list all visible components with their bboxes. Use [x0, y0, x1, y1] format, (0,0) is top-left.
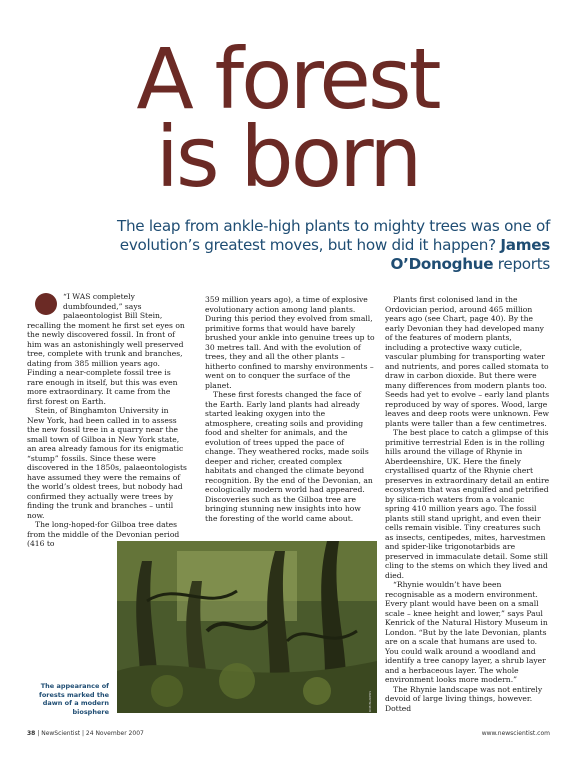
column-3-paragraph-3: “Rhynie wouldn’t have been recognisable as a modern environment. Every plant would have been on a small scale – knee height and lower,” says Paul Kenrick of the Natural History Museum in London. “But by the late Devonian, plants are on a scale that humans are used to. You could walk around a woodland and identify a tree canopy layer, a shrub layer and a herbaceous layer. The whole environment looks more modern.”	[385, 580, 548, 684]
byline-suffix: reports	[497, 255, 550, 273]
article-column-1	[27, 292, 187, 549]
column-1-paragraph-1-text: “I WAS completely dumbfounded,” says palaeontologist Bill Stein, recalling the moment he first set eyes on the newly discovered fossil. In front of him was an astonishingly well preserved tree, complete with trunk and branches, dating from 385 million years ago. Finding a near-complete fossil tree is rare enough in itself, but this was even more extraordinary. It came from the first forest on Earth.	[27, 292, 185, 406]
column-1-paragraph-1	[27, 292, 187, 406]
article-column-3	[385, 295, 550, 713]
forest-photo	[117, 541, 377, 713]
headline-line-1: A forest	[136, 30, 439, 128]
column-3-paragraph-1: Plants first colonised land in the Ordovician period, around 465 million years ago (see Chart, page 40). By the early Devonian they had developed many of the features of modern plants, including a protective waxy cuticle, vascular plumbing for transporting water and nutrients, and pores called stomata to draw in carbon dioxide. But there were many differences from modern plants too. Seeds had yet to evolve – early land plants reproduced by way of spores. Wood, large leaves and deep roots were unknown. Few plants were taller than a few centimetres.	[385, 295, 550, 428]
article-column-2	[205, 295, 375, 523]
footer-publication: | NewScientist | 24 November 2007	[37, 730, 144, 737]
photo-credit: ROB BLAKERS	[368, 690, 372, 712]
column-2-paragraph-1: 359 million years ago), a time of explosive evolutionary action among land plants. During this period they evolved from small, primitive forms that would have barely brushed your ankle into genuine trees up to 30 metres tall. And with the evolution of trees, they and all the other plants – hitherto confined to marshy environments – went on to conquer the surface of the planet.	[205, 295, 375, 390]
column-2-paragraph-2: These first forests changed the face of the Earth. Early land plants had already started leaking oxygen into the atmosphere, creating soils and providing food and shelter for animals, and the evolution of trees upped the pace of change. They weathered rocks, made soils deeper and richer, created complex habitats and changed the climate beyond recognition. By the end of the Devonian, an ecologically modern world had appeared. Discoveries such as the Gilboa tree are bringing stunning new insights into how the foresting of the world came about.	[205, 390, 373, 523]
dropcap-dot	[35, 293, 57, 315]
column-3-paragraph-2: The best place to catch a glimpse of this primitive terrestrial Eden is in the rolling hills around the village of Rhynie in Aberdeenshire, UK. Here the finely crystallised quartz of the Rhynie chert preserves in extraordinary detail an entire ecosystem that was engulfed and petrified by silica-rich waters from a volcanic spring 410 million years ago. The fossil plants still stand upright, and even their cells remain visible. Tiny creatures such as insects, centipedes, mites, harvestmen and spider-like trigonotarbids are preserved in immaculate detail. Some still cling to the stems on which they lived and died.	[385, 428, 550, 580]
page-number: 38	[27, 730, 36, 737]
column-3-paragraph-4: The Rhynie landscape was not entirely devoid of large living things, however. Dotted	[385, 684, 543, 713]
photo-caption: The appearance of forests marked the dawn of a modern biosphere	[39, 682, 109, 716]
standfirst	[60, 217, 550, 274]
footer-left	[27, 730, 144, 737]
footer-website: www.newscientist.com	[481, 730, 550, 737]
byline-author: James O’Donoghue	[390, 236, 550, 273]
standfirst-text: The leap from ankle-high plants to mighty trees was one of evolution’s greatest moves, but how did it happen?	[117, 217, 550, 254]
headline-line-2: is born	[155, 108, 420, 206]
column-1-paragraph-2: Stein, of Binghamton University in New York, had been called in to assess the new fossil tree in a quarry near the small town of Gilboa in New York state, an area already famous for its enigmatic “stump” fossils. Since these were discovered in the 1850s, palaeontologists have assumed they were the remains of the world’s oldest trees, but nobody had confirmed they actually were trees by finding the trunk and branches – until now.	[27, 406, 187, 520]
column-1-paragraph-3: The long-hoped-for Gilboa tree dates from the middle of the Devonian period (416 to	[27, 520, 180, 548]
forest-photo-illustration	[117, 541, 377, 713]
